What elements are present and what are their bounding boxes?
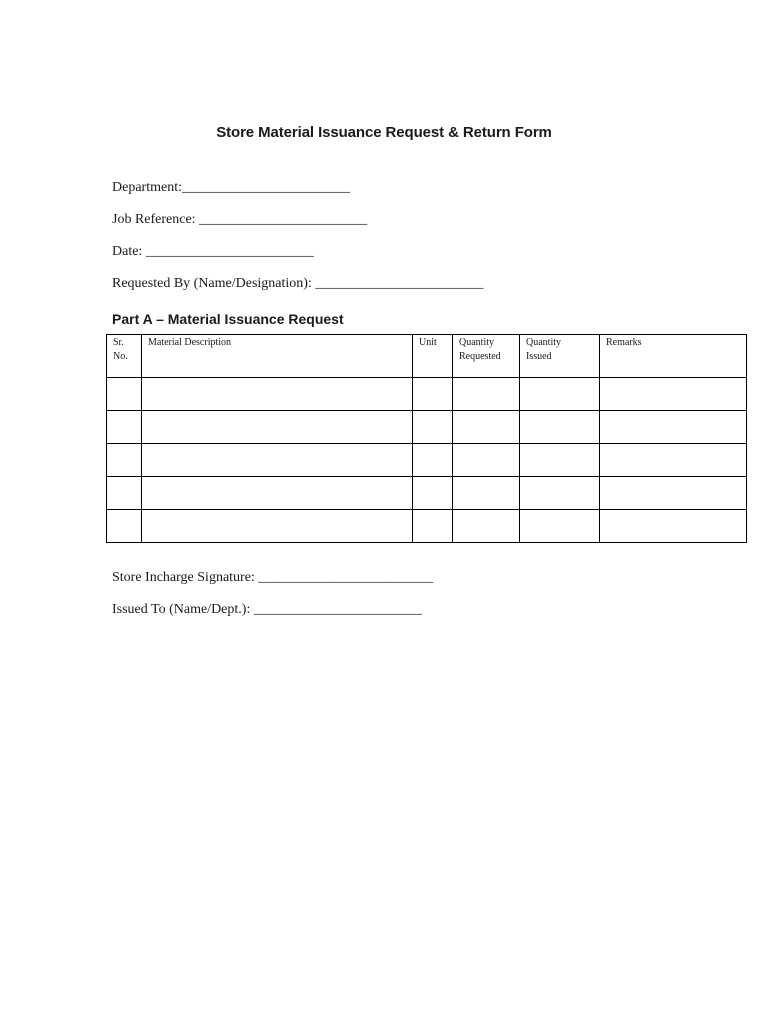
- part-a-heading: Part A – Material Issuance Request: [112, 311, 344, 327]
- table-cell[interactable]: [107, 477, 142, 510]
- table-cell[interactable]: [600, 444, 747, 477]
- table-cell[interactable]: [520, 510, 600, 543]
- table-cell[interactable]: [107, 411, 142, 444]
- table-cell[interactable]: [142, 510, 413, 543]
- table-header-row: [107, 335, 747, 378]
- table-cell[interactable]: [107, 510, 142, 543]
- table-cell[interactable]: [520, 444, 600, 477]
- table-row: [107, 444, 747, 477]
- table-cell[interactable]: [413, 477, 453, 510]
- material-issuance-table: [106, 334, 747, 543]
- table-cell[interactable]: [413, 378, 453, 411]
- column-header-unit: Unit: [413, 335, 453, 378]
- table-cell[interactable]: [453, 510, 520, 543]
- column-header-sr-no: Sr. No.: [107, 335, 142, 378]
- table-row: [107, 411, 747, 444]
- table-cell[interactable]: [107, 378, 142, 411]
- table-row: [107, 510, 747, 543]
- table-cell[interactable]: [453, 378, 520, 411]
- column-header-remarks: Remarks: [600, 335, 747, 378]
- table-cell[interactable]: [142, 444, 413, 477]
- requested-by-field: Requested By (Name/Designation): ________________________: [112, 276, 484, 291]
- table-cell[interactable]: [413, 411, 453, 444]
- store-incharge-signature-field: Store Incharge Signature: _________________________: [112, 570, 434, 585]
- table-cell[interactable]: [413, 444, 453, 477]
- table-cell[interactable]: [142, 378, 413, 411]
- issued-to-field: Issued To (Name/Dept.): ________________________: [112, 602, 422, 617]
- table-cell[interactable]: [600, 510, 747, 543]
- department-field: Department:________________________: [112, 180, 350, 195]
- table-cell[interactable]: [453, 477, 520, 510]
- table-cell[interactable]: [600, 411, 747, 444]
- column-header-quantity-issued: Quantity Issued: [520, 335, 600, 378]
- table-cell[interactable]: [453, 444, 520, 477]
- table-cell[interactable]: [413, 510, 453, 543]
- table-cell[interactable]: [520, 378, 600, 411]
- table-cell[interactable]: [107, 444, 142, 477]
- table-cell[interactable]: [600, 378, 747, 411]
- table-cell[interactable]: [142, 477, 413, 510]
- column-header-material-description: Material Description: [142, 335, 413, 378]
- table-cell[interactable]: [520, 477, 600, 510]
- table-body: [107, 378, 747, 543]
- column-header-quantity-requested: Quantity Requested: [453, 335, 520, 378]
- form-title: Store Material Issuance Request & Return Form: [216, 124, 552, 141]
- table-cell[interactable]: [600, 477, 747, 510]
- table-cell[interactable]: [520, 411, 600, 444]
- table-row: [107, 378, 747, 411]
- date-field: Date: ________________________: [112, 244, 314, 259]
- table-cell[interactable]: [453, 411, 520, 444]
- job-reference-field: Job Reference: ________________________: [112, 212, 368, 227]
- table-cell[interactable]: [142, 411, 413, 444]
- table-row: [107, 477, 747, 510]
